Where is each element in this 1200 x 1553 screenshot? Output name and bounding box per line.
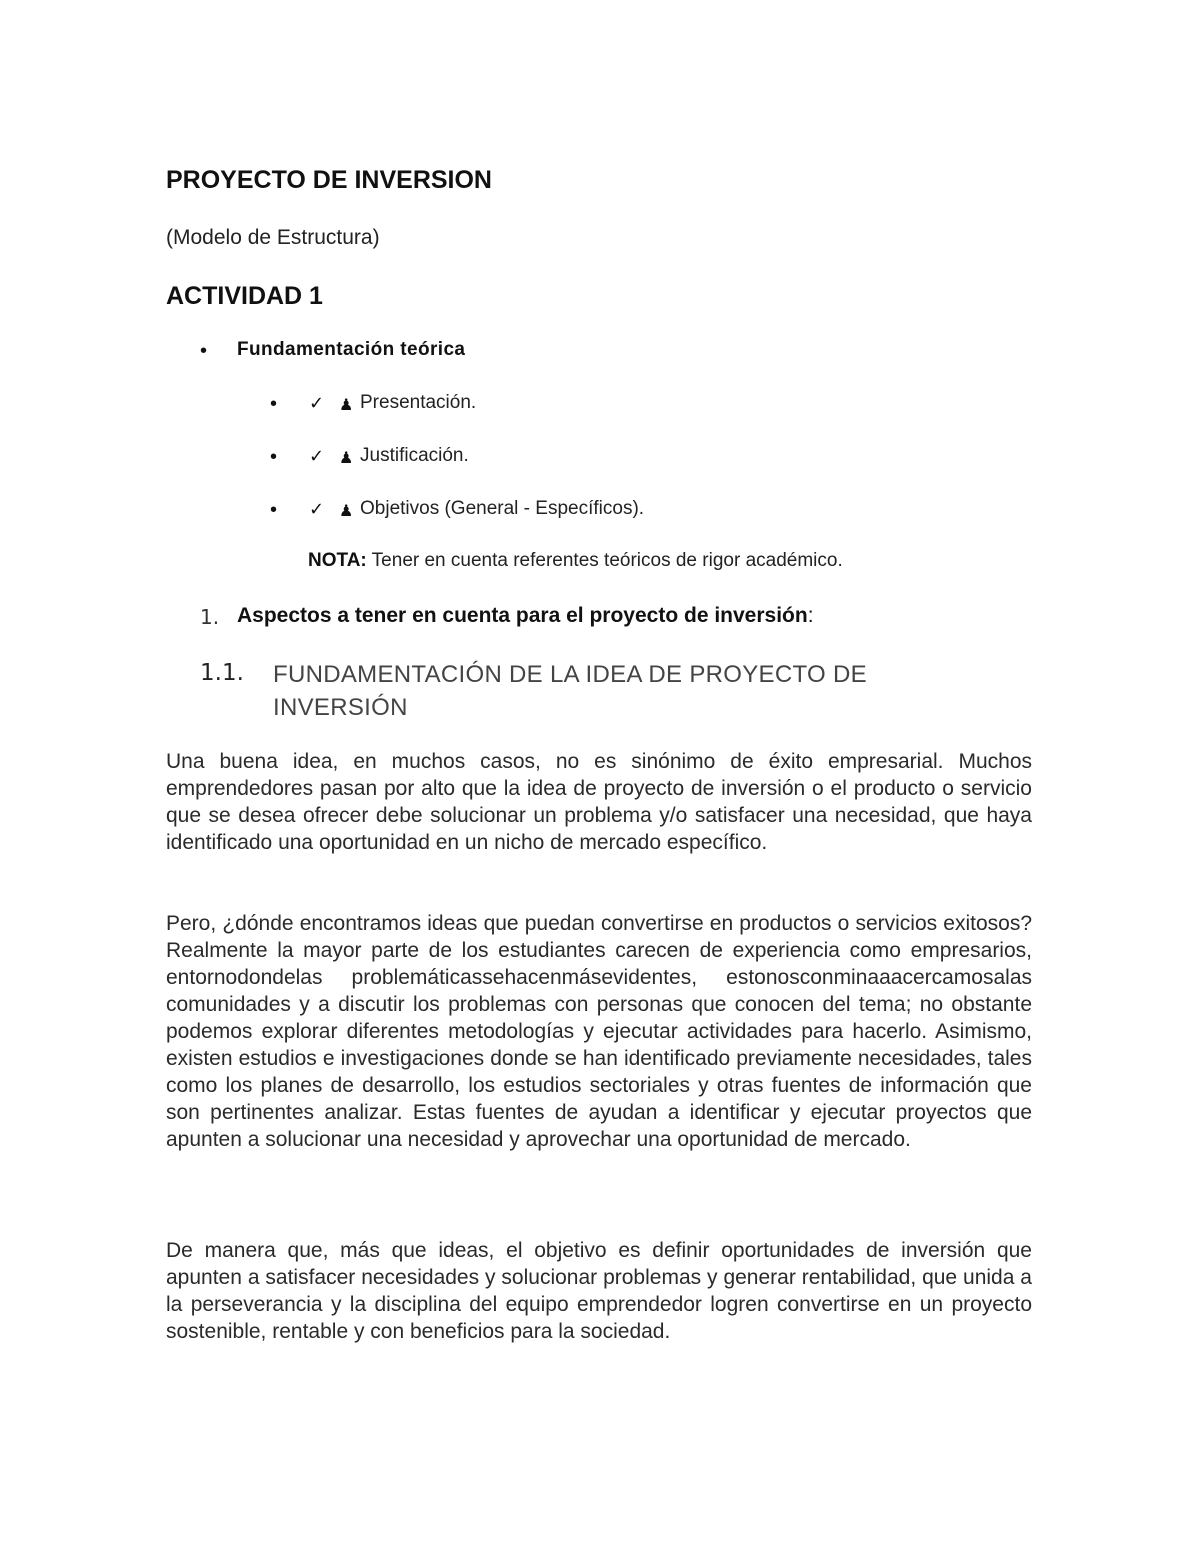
- note: [308, 550, 843, 572]
- bullet-icon: •: [270, 499, 278, 521]
- checkmark-icon: ✓: [309, 446, 325, 466]
- chess-pawn-icon: ♟: [339, 397, 354, 414]
- bullet-icon: •: [200, 340, 208, 362]
- note-label: NOTA:: [308, 550, 367, 571]
- bullet-icon: •: [270, 446, 278, 468]
- chess-pawn-icon: ♟: [339, 503, 354, 520]
- section-heading-text: Aspectos a tener en cuenta para el proyecto de inversión: [237, 604, 808, 627]
- section-heading-suffix: :: [807, 604, 814, 627]
- body-paragraph: Una buena idea, en muchos casos, no es sinónimo de éxito empresarial. Muchos emprendedores pasan por alto que la idea de proyecto de inversión o el producto o servicio que se desea ofrecer debe solucionar un problema y/o satisfacer una necesidad, que haya identificado una oportunidad en un nicho de mercado específico.: [166, 750, 1032, 854]
- body-paragraph: Pero, ¿dónde encontramos ideas que puedan convertirse en productos o servicios exitosos? Realmente la mayor parte de los estudiantes carecen de experiencia como empresarios, entornodondelas problemáticassehacenmásevidentes, estonosconminaaacercamosalas comunidades y a discutir los problemas con personas que conocen del tema; no obstante podemos explorar diferentes metodologías y ejecutar actividades para hacerlo. Asimismo, existen estudios e investigaciones donde se han identificado previamente necesidades, tales como los planes de desarrollo, los estudios sectoriales y otras fuentes de información que son pertinentes analizar. Estas fuentes de ayudan a identificar y ejecutar proyectos que apunten a solucionar una necesidad y aprovechar una oportunidad de mercado.: [166, 912, 1032, 1151]
- section-number: 1.: [200, 605, 220, 629]
- activity-title: ACTIVIDAD 1: [166, 282, 323, 310]
- checkmark-icon: ✓: [309, 499, 325, 519]
- body-paragraph: De manera que, más que ideas, el objetivo es definir oportunidades de inversión que apunten a satisfacer necesidades y solucionar problemas y generar rentabilidad, que unida a la perseverancia y la disciplina del equipo emprendedor logren convertirse en un proyecto sostenible, rentable y con beneficios para la sociedad.: [166, 1239, 1032, 1343]
- list-item: Objetivos (General - Específicos).: [360, 498, 645, 519]
- note-text: Tener en cuenta referentes teóricos de rigor académico.: [366, 550, 843, 571]
- chess-pawn-icon: ♟: [339, 450, 354, 467]
- subsection-number: 1.1.: [200, 660, 244, 686]
- document-title: PROYECTO DE INVERSION: [166, 166, 492, 194]
- document-subtitle: (Modelo de Estructura): [166, 226, 380, 249]
- section-heading: [237, 604, 814, 628]
- list-item: Justificación.: [360, 445, 469, 466]
- checkmark-icon: ✓: [309, 393, 325, 413]
- section-bullet-label: Fundamentación teórica: [237, 339, 466, 360]
- bullet-icon: •: [270, 393, 278, 415]
- list-item: Presentación.: [360, 392, 477, 413]
- subsection-heading: FUNDAMENTACIÓN DE LA IDEA DE PROYECTO DE INVERSIÓN: [273, 661, 867, 721]
